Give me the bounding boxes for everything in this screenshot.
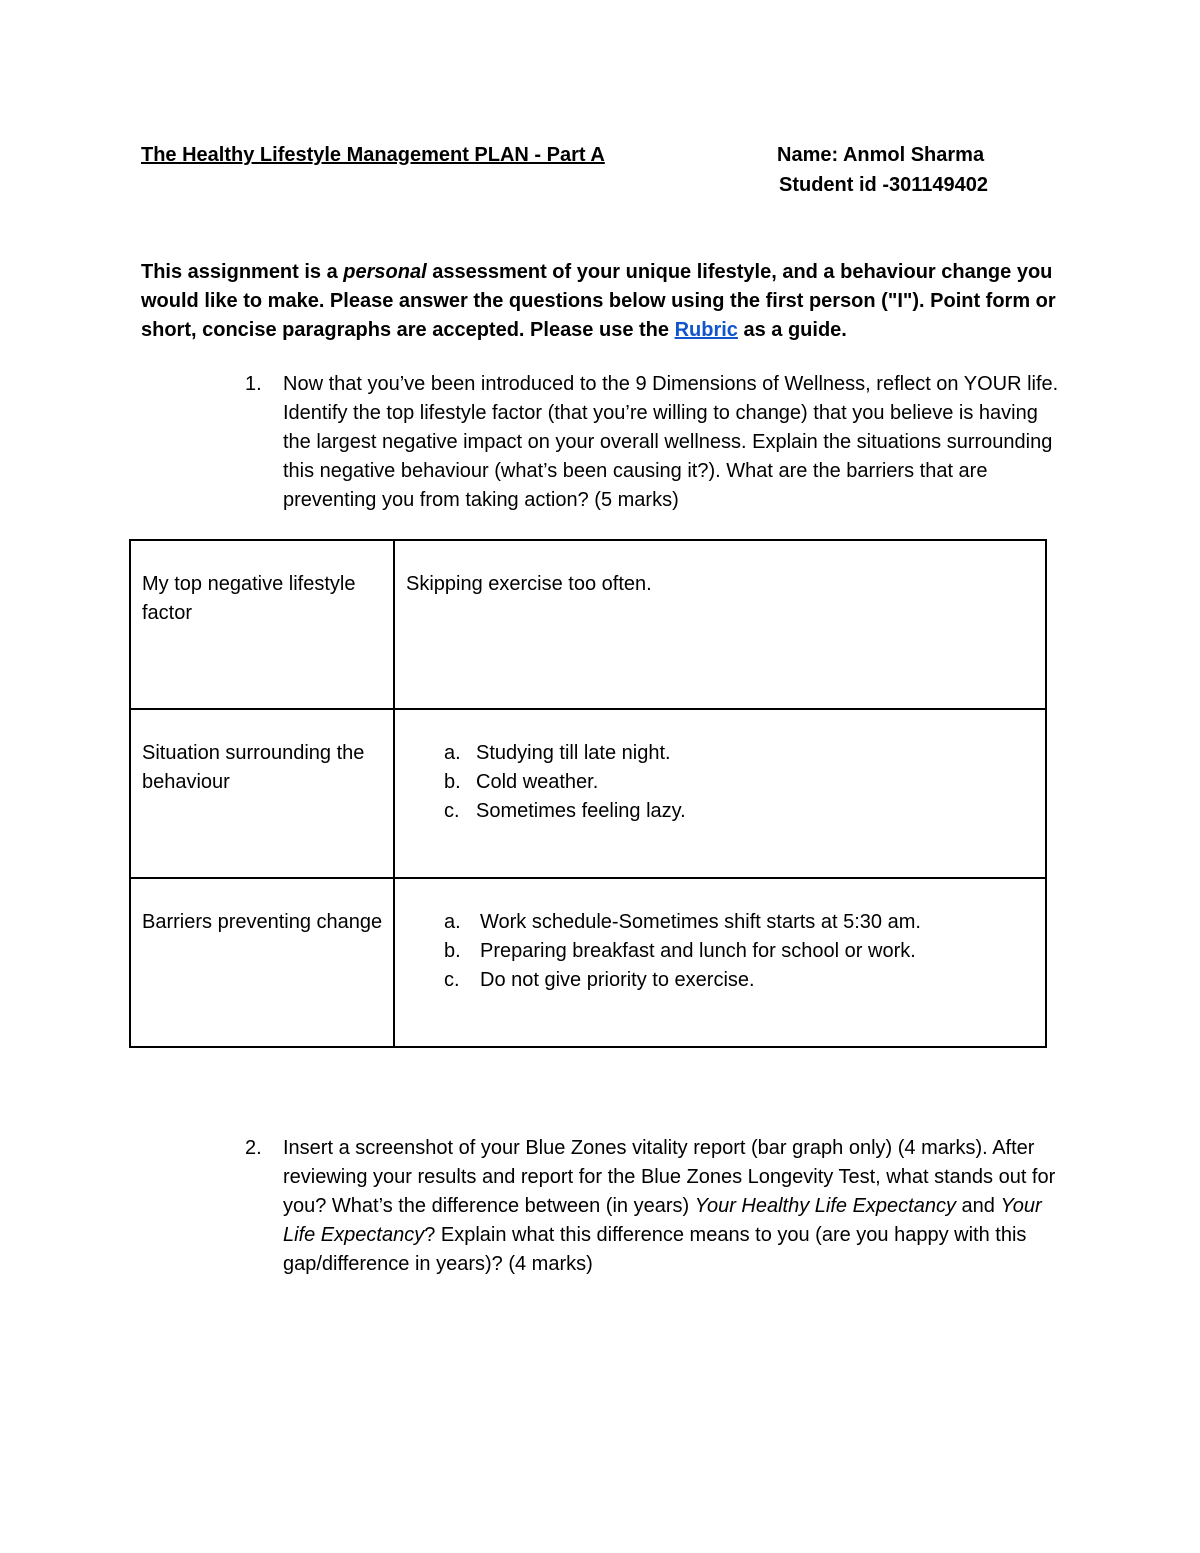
question-2-text-1: Insert a screenshot of your Blue Zones vitality report (bar graph only) (4 marks). After reviewing your results and report for the Blue Zones Longevity Test, what stands out for you? What’s the difference between (in years) <box>283 1137 1056 1217</box>
table-row <box>130 709 1046 878</box>
list-item-text: Preparing breakfast and lunch for school or work. <box>480 940 916 962</box>
list-item <box>406 966 1035 995</box>
list-item <box>406 797 1035 826</box>
lifestyle-table <box>129 539 1047 1048</box>
intro-text-1: This assignment is a <box>141 261 344 283</box>
list-item-text: Studying till late night. <box>476 742 671 764</box>
row-answer: Skipping exercise too often. <box>394 540 1046 709</box>
table-row <box>130 540 1046 709</box>
list-marker: b. <box>444 940 461 962</box>
row-answer <box>394 709 1046 878</box>
list-item-text: Sometimes feeling lazy. <box>476 800 686 822</box>
situation-list <box>406 739 1035 826</box>
list-marker: a. <box>444 742 461 764</box>
question-1-text: Now that you’ve been introduced to the 9 Dimensions of Wellness, reflect on YOUR life. Identify the top lifestyle factor (that you’re willing to change) that you believe is having the largest negative impact on your overall wellness. Explain the situations surrounding this negative behaviour (what’s been causing it?). What are the barriers that are preventing you from taking action? (5 marks) <box>283 373 1059 511</box>
rubric-link[interactable]: Rubric <box>674 319 738 341</box>
question-2-text <box>283 1134 1065 1279</box>
question-2-number: 2. <box>245 1137 262 1159</box>
row-answer <box>394 878 1046 1047</box>
document-title: The Healthy Lifestyle Management PLAN - Part A <box>141 144 605 166</box>
list-marker: a. <box>444 911 461 933</box>
question-2 <box>245 1134 1065 1279</box>
question-2-text-2: and <box>955 1195 1001 1217</box>
question-1 <box>245 370 1065 515</box>
intro-emphasis: personal <box>343 261 427 283</box>
list-item <box>406 937 1035 966</box>
row-label: Situation surrounding the behaviour <box>130 709 394 878</box>
student-id: Student id -301149402 <box>779 174 988 196</box>
list-item-text: Cold weather. <box>476 771 599 793</box>
row-label: My top negative lifestyle factor <box>130 540 394 709</box>
list-item <box>406 739 1035 768</box>
table-row <box>130 878 1046 1047</box>
intro-text-2: assessment of your unique lifestyle, and a behaviour change you would like to make. Please answer the questions below using the first person ("I"). Point form or short, concise paragraphs are accepted. Please use the <box>141 261 1056 341</box>
list-marker: c. <box>444 800 460 822</box>
barriers-list <box>406 908 1035 995</box>
student-name: Name: Anmol Sharma <box>777 144 985 166</box>
question-1-number: 1. <box>245 373 262 395</box>
list-item <box>406 768 1035 797</box>
list-marker: b. <box>444 771 461 793</box>
list-item <box>406 908 1035 937</box>
list-marker: c. <box>444 969 460 991</box>
intro-text-3: as a guide. <box>737 319 847 341</box>
question-2-emphasis-1: Your Healthy Life Expectancy <box>694 1195 956 1217</box>
question-2-text-3: ? Explain what this difference means to you (are you happy with this gap/difference in years)? (4 marks) <box>283 1224 1027 1275</box>
row-label: Barriers preventing change <box>130 878 394 1047</box>
list-item-text: Work schedule-Sometimes shift starts at 5:30 am. <box>480 911 921 933</box>
list-item-text: Do not give priority to exercise. <box>480 969 755 991</box>
question-2-emphasis-2: Your Life Expectancy <box>283 1195 1042 1246</box>
assignment-intro <box>141 258 1071 345</box>
